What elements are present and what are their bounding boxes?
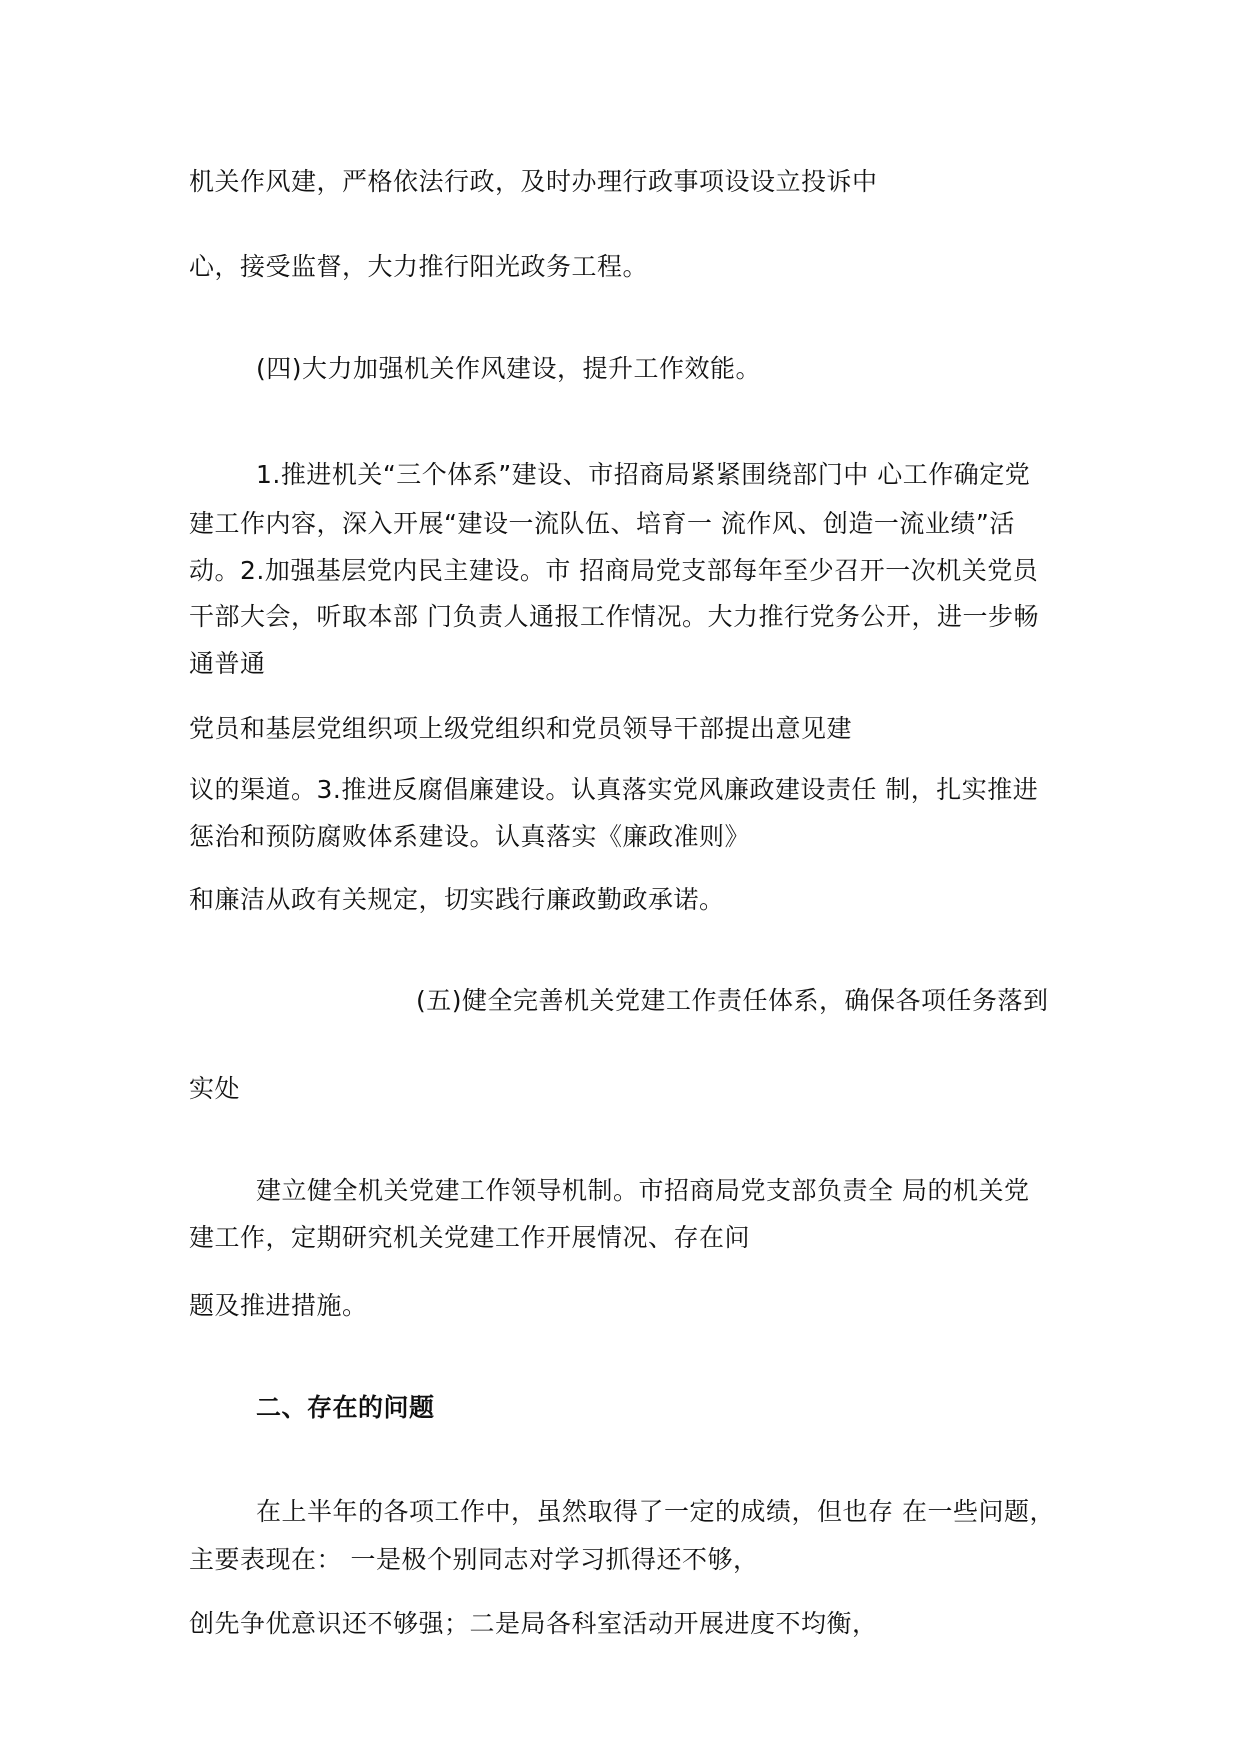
text-line: 主要表现在： 一是极个别同志对学习抓得还不够， bbox=[189, 1545, 759, 1574]
subsection-heading: (四)大力加强机关作风建设，提升工作效能。 bbox=[256, 354, 762, 383]
text-line: 创先争优意识还不够强；二是局各科室活动开展进度不均衡， bbox=[189, 1609, 878, 1638]
text-line: 议的渠道。3.推进反腐倡廉建设。认真落实党风廉政建设责任 制，扎实推进 bbox=[189, 775, 1039, 804]
text-line: 在上半年的各项工作中，虽然取得了一定的成绩，但也存 在一些问题， bbox=[256, 1497, 1055, 1526]
text-line: 惩治和预防腐败体系建设。认真落实《廉政准则》 bbox=[189, 822, 751, 851]
text-line: 干部大会，听取本部 门负责人通报工作情况。大力推行党务公开，进一步畅 bbox=[189, 602, 1039, 631]
text-line: 题及推进措施。 bbox=[189, 1291, 368, 1320]
text-line: 党员和基层党组织项上级党组织和党员领导干部提出意见建 bbox=[189, 714, 853, 743]
text-line: 建工作，定期研究机关党建工作开展情况、存在问 bbox=[189, 1223, 751, 1252]
text-line: 和廉洁从政有关规定，切实践行廉政勤政承诺。 bbox=[189, 885, 725, 914]
text-line: 心，接受监督，大力推行阳光政务工程。 bbox=[189, 252, 649, 281]
subsection-heading: (五)健全完善机关党建工作责任体系，确保各项任务落到 bbox=[416, 986, 1049, 1015]
section-heading: 二、存在的问题 bbox=[256, 1393, 435, 1422]
text-line: 机关作风建，严格依法行政，及时办理行政事项设设立投诉中 bbox=[189, 167, 878, 196]
text-line: 建立健全机关党建工作领导机制。市招商局党支部负责全 局的机关党 bbox=[256, 1176, 1030, 1205]
text-line: 动。2.加强基层党内民主建设。市 招商局党支部每年至少召开一次机关党员 bbox=[189, 556, 1039, 585]
text-line: 实处 bbox=[189, 1074, 241, 1103]
text-line: 通普通 bbox=[189, 649, 266, 678]
text-line: 建工作内容，深入开展“建设一流队伍、培育一 流作风、创造一流业绩”活 bbox=[189, 509, 1015, 538]
text-line: 1.推进机关“三个体系”建设、市招商局紧紧围绕部门中 心工作确定党 bbox=[256, 460, 1031, 489]
